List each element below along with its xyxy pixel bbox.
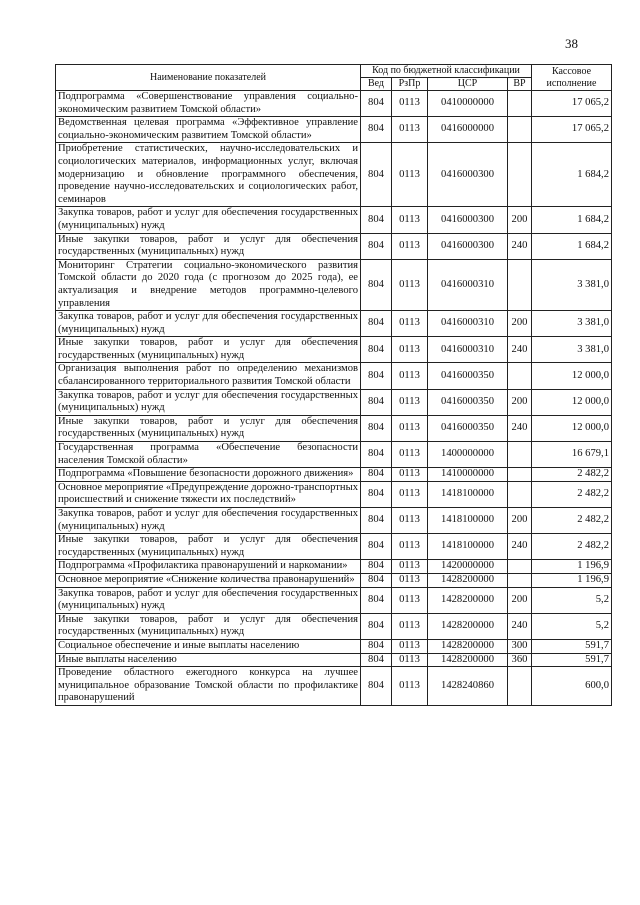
vr-code: 200 xyxy=(508,311,532,337)
csr-code: 1418100000 xyxy=(428,508,508,534)
indicator-name: Закупка товаров, работ и услуг для обеспечения государственных (муниципальных) нужд xyxy=(56,587,361,613)
csr-code: 1428200000 xyxy=(428,587,508,613)
header-vr: ВР xyxy=(508,78,532,91)
vr-code: 200 xyxy=(508,508,532,534)
csr-code: 1428240860 xyxy=(428,667,508,706)
table-row xyxy=(56,363,612,389)
ved-code: 804 xyxy=(361,442,392,468)
indicator-name: Иные закупки товаров, работ и услуг для обеспечения государственных (муниципальных) нужд xyxy=(56,415,361,441)
ved-code: 804 xyxy=(361,667,392,706)
vr-code: 240 xyxy=(508,337,532,363)
table-row xyxy=(56,534,612,560)
ved-code: 804 xyxy=(361,91,392,117)
ved-code: 804 xyxy=(361,415,392,441)
amount-value: 2 482,2 xyxy=(532,481,612,507)
indicator-name: Иные закупки товаров, работ и услуг для обеспечения государственных (муниципальных) нужд xyxy=(56,337,361,363)
table-row xyxy=(56,560,612,574)
csr-code: 0416000310 xyxy=(428,311,508,337)
ved-code: 804 xyxy=(361,311,392,337)
rzpr-code: 0113 xyxy=(392,363,428,389)
ved-code: 804 xyxy=(361,587,392,613)
vr-code xyxy=(508,143,532,207)
amount-value: 591,7 xyxy=(532,653,612,667)
amount-value: 17 065,2 xyxy=(532,91,612,117)
rzpr-code: 0113 xyxy=(392,653,428,667)
header-code-group: Код по бюджетной классификации xyxy=(361,65,532,78)
header-row-top xyxy=(56,65,612,78)
vr-code: 200 xyxy=(508,207,532,233)
indicator-name: Закупка товаров, работ и услуг для обеспечения государственных (муниципальных) нужд xyxy=(56,207,361,233)
table-row xyxy=(56,442,612,468)
table-row xyxy=(56,653,612,667)
vr-code: 300 xyxy=(508,639,532,653)
ved-code: 804 xyxy=(361,639,392,653)
ved-code: 804 xyxy=(361,117,392,143)
rzpr-code: 0113 xyxy=(392,415,428,441)
rzpr-code: 0113 xyxy=(392,117,428,143)
indicator-name: Закупка товаров, работ и услуг для обеспечения государственных (муниципальных) нужд xyxy=(56,389,361,415)
rzpr-code: 0113 xyxy=(392,259,428,310)
csr-code: 1418100000 xyxy=(428,534,508,560)
table-row xyxy=(56,573,612,587)
rzpr-code: 0113 xyxy=(392,481,428,507)
indicator-name: Социальное обеспечение и иные выплаты населению xyxy=(56,639,361,653)
ved-code: 804 xyxy=(361,337,392,363)
rzpr-code: 0113 xyxy=(392,442,428,468)
table-row xyxy=(56,311,612,337)
header-name: Наименование показателей xyxy=(56,65,361,91)
rzpr-code: 0113 xyxy=(392,233,428,259)
amount-value: 3 381,0 xyxy=(532,259,612,310)
vr-code: 240 xyxy=(508,233,532,259)
table-row xyxy=(56,207,612,233)
ved-code: 804 xyxy=(361,143,392,207)
csr-code: 0416000350 xyxy=(428,415,508,441)
csr-code: 0416000300 xyxy=(428,233,508,259)
table-row xyxy=(56,415,612,441)
csr-code: 1400000000 xyxy=(428,442,508,468)
amount-value: 1 684,2 xyxy=(532,207,612,233)
ved-code: 804 xyxy=(361,534,392,560)
table-row xyxy=(56,468,612,482)
indicator-name: Иные закупки товаров, работ и услуг для обеспечения государственных (муниципальных) нужд xyxy=(56,534,361,560)
ved-code: 804 xyxy=(361,481,392,507)
vr-code xyxy=(508,573,532,587)
amount-value: 12 000,0 xyxy=(532,389,612,415)
vr-code xyxy=(508,117,532,143)
rzpr-code: 0113 xyxy=(392,534,428,560)
amount-value: 12 000,0 xyxy=(532,415,612,441)
rzpr-code: 0113 xyxy=(392,91,428,117)
table-header xyxy=(56,65,612,91)
rzpr-code: 0113 xyxy=(392,207,428,233)
csr-code: 0416000310 xyxy=(428,259,508,310)
table-row xyxy=(56,233,612,259)
amount-value: 600,0 xyxy=(532,667,612,706)
rzpr-code: 0113 xyxy=(392,337,428,363)
indicator-name: Иные выплаты населению xyxy=(56,653,361,667)
rzpr-code: 0113 xyxy=(392,639,428,653)
table-row xyxy=(56,337,612,363)
csr-code: 1428200000 xyxy=(428,573,508,587)
table-row xyxy=(56,143,612,207)
amount-value: 12 000,0 xyxy=(532,363,612,389)
indicator-name: Ведомственная целевая программа «Эффективное управление социально-экономическим развитием Томской области» xyxy=(56,117,361,143)
rzpr-code: 0113 xyxy=(392,667,428,706)
table-row xyxy=(56,587,612,613)
csr-code: 0416000310 xyxy=(428,337,508,363)
csr-code: 0416000350 xyxy=(428,389,508,415)
vr-code: 240 xyxy=(508,613,532,639)
vr-code xyxy=(508,91,532,117)
vr-code xyxy=(508,442,532,468)
rzpr-code: 0113 xyxy=(392,560,428,574)
header-ved: Вед xyxy=(361,78,392,91)
indicator-name: Основное мероприятие «Снижение количества правонарушений» xyxy=(56,573,361,587)
vr-code xyxy=(508,259,532,310)
amount-value: 1 196,9 xyxy=(532,573,612,587)
csr-code: 0416000300 xyxy=(428,143,508,207)
table-row xyxy=(56,639,612,653)
ved-code: 804 xyxy=(361,389,392,415)
vr-code xyxy=(508,363,532,389)
amount-value: 16 679,1 xyxy=(532,442,612,468)
rzpr-code: 0113 xyxy=(392,587,428,613)
header-csr: ЦСР xyxy=(428,78,508,91)
ved-code: 804 xyxy=(361,363,392,389)
vr-code: 240 xyxy=(508,415,532,441)
indicator-name: Государственная программа «Обеспечение безопасности населения Томской области» xyxy=(56,442,361,468)
rzpr-code: 0113 xyxy=(392,311,428,337)
indicator-name: Приобретение статистических, научно-исследовательских и социологических материалов, информационных услуг, включая модернизацию и обновление программного обеспечения, проведение научно-исследовательских и социологических работ, семинаров xyxy=(56,143,361,207)
header-rzpr: РзПр xyxy=(392,78,428,91)
csr-code: 1418100000 xyxy=(428,481,508,507)
table-row xyxy=(56,91,612,117)
table-row xyxy=(56,481,612,507)
indicator-name: Проведение областного ежегодного конкурса на лучшее муниципальное образование Томской области по профилактике правонарушений xyxy=(56,667,361,706)
ved-code: 804 xyxy=(361,508,392,534)
table-body xyxy=(56,91,612,706)
budget-execution-table xyxy=(55,64,612,706)
amount-value: 3 381,0 xyxy=(532,311,612,337)
header-amount: Кассовое исполнение xyxy=(532,65,612,91)
rzpr-code: 0113 xyxy=(392,468,428,482)
indicator-name: Основное мероприятие «Предупреждение дорожно-транспортных происшествий и снижение тяжести их последствий» xyxy=(56,481,361,507)
indicator-name: Подпрограмма «Совершенствование управления социально-экономическим развитием Томской области» xyxy=(56,91,361,117)
ved-code: 804 xyxy=(361,613,392,639)
indicator-name: Мониторинг Стратегии социально-экономического развития Томской области до 2020 года (с прогнозом до 2025 года), ее актуализация и внедрение методов программно-целевого управления xyxy=(56,259,361,310)
vr-code: 240 xyxy=(508,534,532,560)
amount-value: 1 684,2 xyxy=(532,143,612,207)
table-row xyxy=(56,389,612,415)
table-row xyxy=(56,259,612,310)
indicator-name: Закупка товаров, работ и услуг для обеспечения государственных (муниципальных) нужд xyxy=(56,311,361,337)
rzpr-code: 0113 xyxy=(392,573,428,587)
csr-code: 1428200000 xyxy=(428,613,508,639)
indicator-name: Закупка товаров, работ и услуг для обеспечения государственных (муниципальных) нужд xyxy=(56,508,361,534)
ved-code: 804 xyxy=(361,560,392,574)
table-row xyxy=(56,508,612,534)
vr-code xyxy=(508,468,532,482)
amount-value: 17 065,2 xyxy=(532,117,612,143)
page-number: 38 xyxy=(565,36,578,51)
amount-value: 5,2 xyxy=(532,613,612,639)
csr-code: 0410000000 xyxy=(428,91,508,117)
table-row xyxy=(56,117,612,143)
vr-code: 200 xyxy=(508,587,532,613)
rzpr-code: 0113 xyxy=(392,389,428,415)
vr-code: 200 xyxy=(508,389,532,415)
csr-code: 1420000000 xyxy=(428,560,508,574)
csr-code: 1428200000 xyxy=(428,639,508,653)
amount-value: 3 381,0 xyxy=(532,337,612,363)
amount-value: 1 684,2 xyxy=(532,233,612,259)
csr-code: 0416000350 xyxy=(428,363,508,389)
ved-code: 804 xyxy=(361,653,392,667)
indicator-name: Подпрограмма «Повышение безопасности дорожного движения» xyxy=(56,468,361,482)
vr-code xyxy=(508,560,532,574)
table-row xyxy=(56,613,612,639)
amount-value: 2 482,2 xyxy=(532,468,612,482)
ved-code: 804 xyxy=(361,468,392,482)
csr-code: 0416000300 xyxy=(428,207,508,233)
amount-value: 2 482,2 xyxy=(532,534,612,560)
vr-code xyxy=(508,481,532,507)
csr-code: 0416000000 xyxy=(428,117,508,143)
table-row xyxy=(56,667,612,706)
amount-value: 591,7 xyxy=(532,639,612,653)
rzpr-code: 0113 xyxy=(392,508,428,534)
csr-code: 1410000000 xyxy=(428,468,508,482)
amount-value: 5,2 xyxy=(532,587,612,613)
vr-code: 360 xyxy=(508,653,532,667)
indicator-name: Иные закупки товаров, работ и услуг для обеспечения государственных (муниципальных) нужд xyxy=(56,233,361,259)
indicator-name: Иные закупки товаров, работ и услуг для обеспечения государственных (муниципальных) нужд xyxy=(56,613,361,639)
indicator-name: Организация выполнения работ по определению механизмов сбалансированного территориального развития Томской области xyxy=(56,363,361,389)
ved-code: 804 xyxy=(361,207,392,233)
vr-code xyxy=(508,667,532,706)
ved-code: 804 xyxy=(361,259,392,310)
ved-code: 804 xyxy=(361,573,392,587)
indicator-name: Подпрограмма «Профилактика правонарушений и наркомании» xyxy=(56,560,361,574)
rzpr-code: 0113 xyxy=(392,143,428,207)
ved-code: 804 xyxy=(361,233,392,259)
amount-value: 2 482,2 xyxy=(532,508,612,534)
amount-value: 1 196,9 xyxy=(532,560,612,574)
rzpr-code: 0113 xyxy=(392,613,428,639)
csr-code: 1428200000 xyxy=(428,653,508,667)
